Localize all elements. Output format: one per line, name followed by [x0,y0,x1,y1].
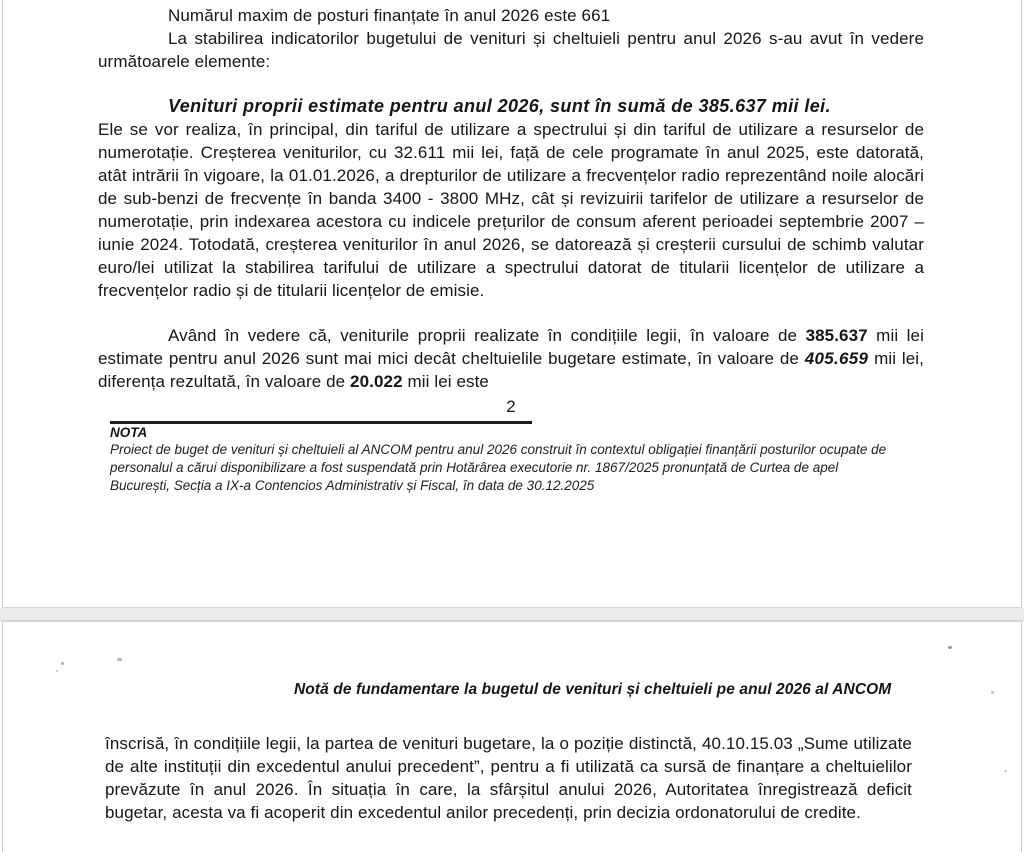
paragraph-venituri-body: Ele se vor realiza, în principal, din tariful de utilizare a spectrului și din tariful de utilizare a resurselor de numerotație. Creșterea veniturilor, cu 32.611 mii lei, față de cele programate în anul 2025, este datorată, atât intrării în vigoare, la 01.01.2026, a drepturilor de utilizare a frecvențelor radio reprezentând noile alocări de sub-benzi de frecvențe în banda 3400 - 3800 MHz, cât și revizuirii tarifelor de utilizare a resurselor de numerotație, prin indexarea acestora cu indicele prețurilor de consum aferent perioadei septembrie 2007 – iunie 2024. Totodată, creșterea veniturilor în anul 2026, se datorează și creșterii cursului de schimb valutar euro/lei utilizat la stabilirea tarifului de utilizare a spectrului datorat de titularii licențelor de utilizare a frecvențelor radio și de titularii licențelor de emisie. [98,120,924,300]
footnote-separator [110,421,532,424]
footnote [110,421,924,495]
page-1 [2,0,1022,608]
paragraph-diferenta [98,324,924,393]
value-venituri-385637: 385.637 [805,326,868,345]
scan-speck [1004,770,1007,772]
paragraph-venituri-lead: Venituri proprii estimate pentru anul 2026, sunt în sumă de 385.637 mii lei. [168,96,831,116]
footnote-text: Proiect de buget de venituri și cheltuieli al ANCOM pentru anul 2026 construit în contextul obligației finanțării posturilor ocupate de personalul a cărui disponibilizare a fost suspendată prin Hotărârea executorie nr. 1867/2025 pronunțată de Curtea de apel București, Secția a IX-a Contencios Administrativ și Fiscal, în data de 30.12.2025 [110,442,887,493]
page-gap [0,608,1024,621]
value-cheltuieli-405659: 405.659 [804,349,869,368]
scan-speck [948,646,952,649]
paragraph-max-posturi: Numărul maxim de posturi finanțate în anul 2026 este 661 [168,6,611,25]
footnote-label: NOTA [110,425,148,440]
diferenta-segment: Având în vedere că, veniturile proprii realizate în condițiile legii, în valoare de [168,326,806,345]
diferenta-segment: mii lei estimate pentru anul 2026 sunt mai mici decât cheltuielile bugetare estimate, în valoare de [98,326,924,368]
page2-heading: Notă de fundamentare la bugetul de venituri și cheltuieli pe anul 2026 al ANCOM [294,681,892,698]
page-2 [2,621,1022,852]
scan-speck [56,670,58,672]
page2-paragraph: înscrisă, în condițiile legii, la partea de venituri bugetare, la o poziție distinctă, 40.10.15.03 „Sume utilizate de alte instituții din excedentul anului precedent”, pentru a fi utilizată ca sursă de finanțare a cheltuielilor prevăzute în anul 2026. În situația în care, la sfârșitul anului 2026, Autoritatea înregistrează deficit bugetar, acesta va fi acoperit din excedentul anilor precedenți, prin decizia ordonatorului de credite. [105,734,912,822]
scan-speck [117,658,122,661]
page-number: 2 [506,397,516,416]
value-diferenta-20022: 20.022 [350,372,403,391]
diferenta-segment: mii lei, diferența rezultată, în valoare de [98,349,924,391]
scan-speck [991,691,994,694]
diferenta-segment: mii lei este [402,372,489,391]
scan-speck [61,662,64,665]
paragraph-indicatori: La stabilirea indicatorilor bugetului de venituri și cheltuieli pentru anul 2026 s-au avut în vedere următoarele elemente: [98,29,924,71]
